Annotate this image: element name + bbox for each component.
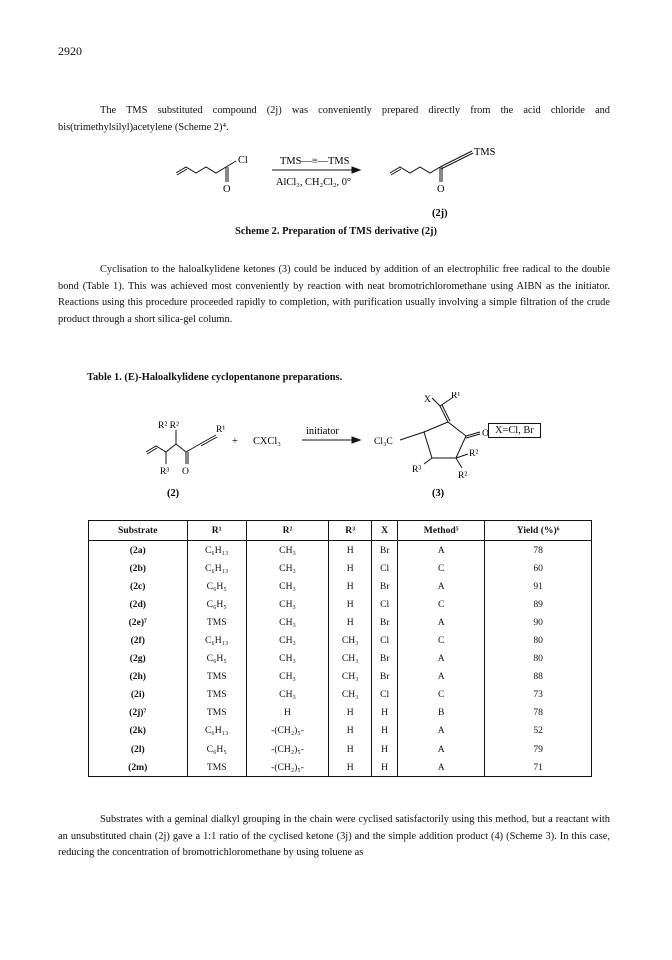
cell-substrate: (2g) xyxy=(89,650,188,668)
product-r2-a: R² xyxy=(469,448,479,459)
cell-x: Br xyxy=(372,650,398,668)
cell-r1: TMS xyxy=(187,668,246,686)
cell-x: Cl xyxy=(372,686,398,704)
cell-yield: 71 xyxy=(485,758,592,777)
cell-method: A xyxy=(398,650,485,668)
cell-substrate: (2b) xyxy=(89,559,188,577)
cell-r2: -(CH₂)₅- xyxy=(246,740,328,758)
cell-r1: C₆H₁₃ xyxy=(187,541,246,560)
cell-r1: C₆H₅ xyxy=(187,595,246,613)
cell-r1: TMS xyxy=(187,613,246,631)
cell-r2: CH₃ xyxy=(246,559,328,577)
cell-yield: 88 xyxy=(485,668,592,686)
cell-r1: C₆H₅ xyxy=(187,740,246,758)
cell-x: Br xyxy=(372,668,398,686)
col-method: Method⁵ xyxy=(398,521,485,541)
cell-x: Cl xyxy=(372,631,398,649)
cell-r3: CH₃ xyxy=(329,668,372,686)
cell-substrate: (2c) xyxy=(89,577,188,595)
plus-sign: + xyxy=(232,436,238,447)
cell-method: C xyxy=(398,595,485,613)
table-row xyxy=(89,668,592,686)
reactant-acyl-bond xyxy=(226,161,236,167)
table-row xyxy=(89,631,592,649)
cell-method: A xyxy=(398,758,485,777)
cell-x: Br xyxy=(372,613,398,631)
cell-r2: CH₃ xyxy=(246,631,328,649)
cell-r1: TMS xyxy=(187,758,246,777)
cell-r1: C₆H₁₃ xyxy=(187,631,246,649)
table-row xyxy=(89,704,592,722)
page-number: 2920 xyxy=(58,44,82,58)
cell-substrate: (2h) xyxy=(89,668,188,686)
cell-substrate: (2l) xyxy=(89,740,188,758)
scheme-2-caption: Scheme 2. Preparation of TMS derivative (2j) xyxy=(235,226,437,237)
cell-r1: TMS xyxy=(187,686,246,704)
product-x: X xyxy=(424,394,431,405)
cell-r3: H xyxy=(329,595,372,613)
table-row xyxy=(89,686,592,704)
cell-x: Br xyxy=(372,541,398,560)
reactant-r3: R³ xyxy=(160,466,170,477)
table-row xyxy=(89,650,592,668)
cell-r2: CH₃ xyxy=(246,686,328,704)
cell-method: A xyxy=(398,668,485,686)
cell-r2: CH₃ xyxy=(246,541,328,560)
cell-method: C xyxy=(398,631,485,649)
cell-x: H xyxy=(372,704,398,722)
col-r1: R¹ xyxy=(187,521,246,541)
reactant-r2-r2: R² R² xyxy=(158,420,179,431)
cell-x: H xyxy=(372,740,398,758)
cell-method: C xyxy=(398,686,485,704)
reactant-r1: R¹ xyxy=(216,424,226,435)
table-header-row xyxy=(89,521,592,541)
product-oxygen: O xyxy=(437,184,445,195)
table-row xyxy=(89,613,592,631)
reaction-arrowhead xyxy=(352,167,360,173)
cell-yield: 78 xyxy=(485,541,592,560)
cell-x: H xyxy=(372,758,398,777)
x-definition-box: X=Cl, Br xyxy=(488,423,541,438)
reactant-oxygen: O xyxy=(223,184,231,195)
scheme-2-diagram xyxy=(0,140,672,220)
product-oxygen: O xyxy=(482,428,489,439)
reactant-2-alkyne xyxy=(186,444,200,452)
table-1 xyxy=(88,520,592,777)
cell-r3: H xyxy=(329,704,372,722)
cell-r2: H xyxy=(246,704,328,722)
table-row xyxy=(89,758,592,777)
cell-yield: 91 xyxy=(485,577,592,595)
cell-yield: 90 xyxy=(485,613,592,631)
table-row xyxy=(89,722,592,740)
initiator-label: initiator xyxy=(306,426,339,437)
cell-yield: 52 xyxy=(485,722,592,740)
product-label-2j: (2j) xyxy=(432,208,448,219)
cell-method: A xyxy=(398,577,485,595)
col-yield: Yield (%)⁶ xyxy=(485,521,592,541)
table-row xyxy=(89,577,592,595)
cell-r3: CH₃ xyxy=(329,686,372,704)
cell-r2: CH₃ xyxy=(246,613,328,631)
cell-r1: C₆H₅ xyxy=(187,650,246,668)
cell-yield: 78 xyxy=(485,704,592,722)
cell-r2: CH₃ xyxy=(246,668,328,686)
cell-r3: CH₃ xyxy=(329,631,372,649)
cell-method: A xyxy=(398,613,485,631)
reagent-bis-tms-acetylene: TMS—≡—TMS xyxy=(280,156,350,167)
cell-method: A xyxy=(398,541,485,560)
cell-x: H xyxy=(372,722,398,740)
cell-r2: CH₃ xyxy=(246,650,328,668)
cell-r3: H xyxy=(329,559,372,577)
cell-yield: 60 xyxy=(485,559,592,577)
paragraph-substrates: Substrates with a geminal dialkyl grouping in the chain were cyclised satisfactorily using this method, but a reactant with an unsubstituted chain (2j) gave a 1:1 ratio of the cyclised ketone (3j) and the simple addition product (4) (Scheme 3). In this case, reducing the concentration of bromotrichloromethane by using toluene as xyxy=(58,814,610,859)
reactant-oxygen: O xyxy=(182,466,189,477)
col-r3: R³ xyxy=(329,521,372,541)
product-chain xyxy=(390,167,440,173)
label-compound-2: (2) xyxy=(167,488,180,499)
cell-yield: 80 xyxy=(485,650,592,668)
cyclopentanone-ring xyxy=(424,422,466,458)
acyl-chloride-cl: Cl xyxy=(238,155,248,166)
table-1-caption: Table 1. (E)-Haloalkylidene cyclopentanone preparations. xyxy=(87,372,343,383)
cell-r3: H xyxy=(329,758,372,777)
cell-substrate: (2k) xyxy=(89,722,188,740)
product-r2-b: R² xyxy=(458,470,468,481)
cell-method: A xyxy=(398,740,485,758)
cell-r3: H xyxy=(329,722,372,740)
cell-x: Br xyxy=(372,577,398,595)
ring-carbonyl xyxy=(466,432,480,436)
ccl3-bond xyxy=(400,432,424,440)
cell-r1: C₆H₁₃ xyxy=(187,722,246,740)
cell-r2: CH₃ xyxy=(246,577,328,595)
cell-r1: TMS xyxy=(187,704,246,722)
product-tms: TMS xyxy=(474,147,496,158)
cell-r3: H xyxy=(329,541,372,560)
cell-yield: 89 xyxy=(485,595,592,613)
cell-r2: -(CH₂)₅- xyxy=(246,758,328,777)
cell-r3: H xyxy=(329,577,372,595)
table-row xyxy=(89,541,592,560)
cell-method: B xyxy=(398,704,485,722)
table-scheme-arrowhead xyxy=(352,437,360,443)
cell-method: C xyxy=(398,559,485,577)
table-row xyxy=(89,740,592,758)
cell-substrate: (2j)⁷ xyxy=(89,704,188,722)
reagent-conditions: AlCl₃, CH₂Cl₂, 0° xyxy=(276,177,352,188)
cell-r2: -(CH₂)₅- xyxy=(246,722,328,740)
product-r1: R¹ xyxy=(451,392,461,401)
col-substrate: Substrate xyxy=(89,521,188,541)
cell-substrate: (2m) xyxy=(89,758,188,777)
col-x: X xyxy=(372,521,398,541)
product-r3: R³ xyxy=(412,464,422,475)
table-1-scheme xyxy=(0,392,672,502)
reactant-chain xyxy=(176,167,226,173)
table-row xyxy=(89,559,592,577)
cell-x: Cl xyxy=(372,595,398,613)
cell-r3: H xyxy=(329,613,372,631)
cell-r3: CH₃ xyxy=(329,650,372,668)
paragraph-intro: The TMS substituted compound (2j) was conveniently prepared directly from the acid chloride and bis(trimethylsilyl)acetylene (Scheme 2)⁴. xyxy=(58,105,610,133)
cell-substrate: (2f) xyxy=(89,631,188,649)
col-r2: R² xyxy=(246,521,328,541)
paragraph-cyclisation: Cyclisation to the haloalkylidene ketones (3) could be induced by addition of an electrophilic free radical to the double bond (Table 1). This was achieved most conveniently by reaction with neat bromotrichloromethane using AIBN as the initiator. Reactions using this procedure proceeded rapidly to completion, with purification usually involving a simple filtration of the crude product through a short silica-gel column. xyxy=(58,264,610,325)
cell-r1: C₆H₅ xyxy=(187,577,246,595)
cell-substrate: (2d) xyxy=(89,595,188,613)
cell-substrate: (2a) xyxy=(89,541,188,560)
cell-substrate: (2i) xyxy=(89,686,188,704)
cell-yield: 73 xyxy=(485,686,592,704)
table-row xyxy=(89,595,592,613)
cell-x: Cl xyxy=(372,559,398,577)
cell-r2: CH₃ xyxy=(246,595,328,613)
cell-r1: C₆H₁₃ xyxy=(187,559,246,577)
cell-r3: H xyxy=(329,740,372,758)
cell-yield: 79 xyxy=(485,740,592,758)
cell-yield: 80 xyxy=(485,631,592,649)
cell-method: A xyxy=(398,722,485,740)
cell-substrate: (2e)⁷ xyxy=(89,613,188,631)
reagent-cxcl3: CXCl₃ xyxy=(253,436,281,447)
label-compound-3: (3) xyxy=(432,488,445,499)
product-cl3c: Cl₃C xyxy=(374,436,393,447)
